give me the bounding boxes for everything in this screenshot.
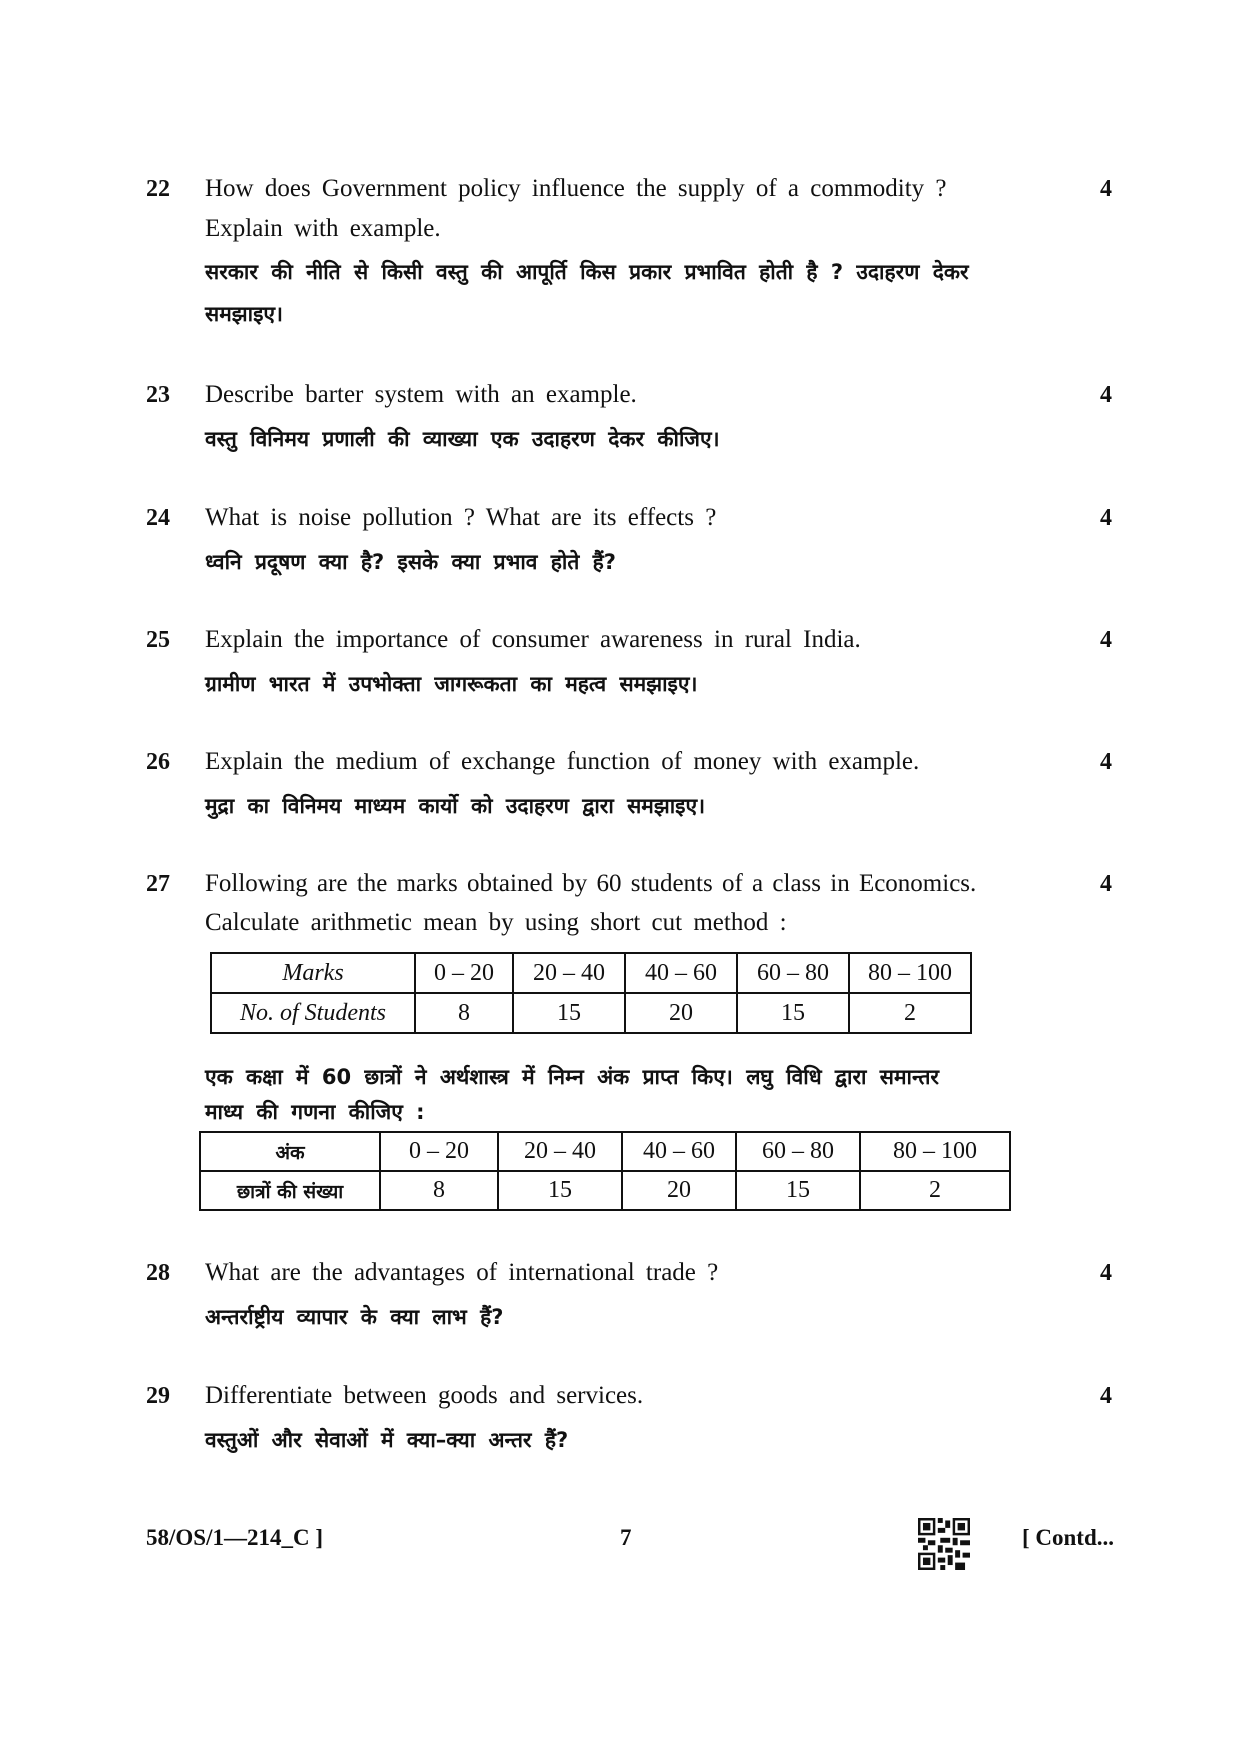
- table-cell: 8: [380, 1171, 498, 1210]
- table-row-header: Marks: [211, 953, 415, 993]
- question-number: 26: [146, 749, 170, 775]
- question-text-en: What are the advantages of international trade ?: [205, 1259, 719, 1286]
- question-text-hi: माध्य की गणना कीजिए :: [205, 1100, 425, 1124]
- table-cell: 40 – 60: [622, 1132, 736, 1171]
- table-cell: 15: [737, 993, 849, 1033]
- question-text-hi: वस्तु विनिमय प्रणाली की व्याख्या एक उदाहरण देकर कीजिए।: [205, 427, 720, 451]
- frequency-table-hi: [199, 1131, 1011, 1211]
- table-row: [211, 953, 971, 993]
- table-cell: 40 – 60: [625, 953, 737, 993]
- question-text-en: How does Government policy influence the supply of a commodity ?: [205, 175, 947, 202]
- table-cell: 0 – 20: [380, 1132, 498, 1171]
- table-cell: 15: [736, 1171, 860, 1210]
- table-cell: 20 – 40: [498, 1132, 622, 1171]
- qr-code-icon: [918, 1518, 970, 1570]
- question-text-en: Explain the importance of consumer awareness in rural India.: [205, 626, 861, 653]
- question-number: 27: [146, 871, 170, 897]
- question-text-hi: मुद्रा का विनिमय माध्यम कार्यो को उदाहरण द्वारा समझाइए।: [205, 794, 706, 818]
- question-text-hi: अन्तर्राष्ट्रीय व्यापार के क्या लाभ हैं?: [205, 1305, 504, 1329]
- question-text-en: Explain with example.: [205, 215, 441, 242]
- question-text-hi: वस्तुओं और सेवाओं में क्या–क्या अन्तर हैं?: [205, 1428, 569, 1452]
- table-cell: 60 – 80: [736, 1132, 860, 1171]
- question-text-hi: एक कक्षा में 60 छात्रों ने अर्थशास्त्र में निम्न अंक प्राप्त किए। लघु विधि द्वारा समान्तर: [205, 1065, 940, 1089]
- table-cell: 60 – 80: [737, 953, 849, 993]
- question-marks: 4: [1100, 1260, 1112, 1286]
- table-row: [200, 1171, 1010, 1210]
- page-number: 7: [620, 1525, 632, 1550]
- question-number: 23: [146, 382, 170, 408]
- question-marks: 4: [1100, 382, 1112, 408]
- table-cell: 0 – 20: [415, 953, 513, 993]
- table-cell: 15: [513, 993, 625, 1033]
- table-cell: 20: [625, 993, 737, 1033]
- question-text-hi: ग्रामीण भारत में उपभोक्ता जागरूकता का महत्व समझाइए।: [205, 672, 698, 696]
- question-number: 29: [146, 1383, 170, 1409]
- question-text-en: Differentiate between goods and services.: [205, 1382, 644, 1409]
- question-marks: 4: [1100, 1383, 1112, 1409]
- continued-label: [ Contd...: [1022, 1525, 1115, 1550]
- question-marks: 4: [1100, 627, 1112, 653]
- question-number: 28: [146, 1260, 170, 1286]
- table-row-header: No. of Students: [211, 993, 415, 1033]
- question-marks: 4: [1100, 505, 1112, 531]
- table-row-header: छात्रों की संख्या: [200, 1171, 380, 1210]
- question-text-en: Following are the marks obtained by 60 students of a class in Economics.: [205, 870, 977, 897]
- question-marks: 4: [1100, 871, 1112, 897]
- question-number: 25: [146, 627, 170, 653]
- question-number: 24: [146, 505, 170, 531]
- table-cell: 20: [622, 1171, 736, 1210]
- question-marks: 4: [1100, 749, 1112, 775]
- question-text-hi: ध्वनि प्रदूषण क्या है? इसके क्या प्रभाव होते हैं?: [205, 550, 616, 574]
- table-cell: 20 – 40: [513, 953, 625, 993]
- question-marks: 4: [1100, 176, 1112, 202]
- question-text-en: What is noise pollution ? What are its effects ?: [205, 504, 717, 531]
- frequency-table-en: [210, 952, 972, 1034]
- table-cell: 2: [849, 993, 971, 1033]
- table-cell: 80 – 100: [849, 953, 971, 993]
- table-row: [211, 993, 971, 1033]
- paper-code: 58/OS/1—214_C ]: [146, 1525, 323, 1550]
- table-row: [200, 1132, 1010, 1171]
- question-text-hi: सरकार की नीति से किसी वस्तु की आपूर्ति किस प्रकार प्रभावित होती है ? उदाहरण देकर: [205, 260, 969, 284]
- question-text-en: Explain the medium of exchange function of money with example.: [205, 748, 920, 775]
- question-text-en: Describe barter system with an example.: [205, 381, 637, 408]
- table-cell: 80 – 100: [860, 1132, 1010, 1171]
- table-cell: 8: [415, 993, 513, 1033]
- question-number: 22: [146, 176, 170, 202]
- table-cell: 15: [498, 1171, 622, 1210]
- question-text-en: Calculate arithmetic mean by using short cut method :: [205, 909, 787, 936]
- table-row-header: अंक: [200, 1132, 380, 1171]
- table-cell: 2: [860, 1171, 1010, 1210]
- question-text-hi: समझाइए।: [205, 302, 283, 326]
